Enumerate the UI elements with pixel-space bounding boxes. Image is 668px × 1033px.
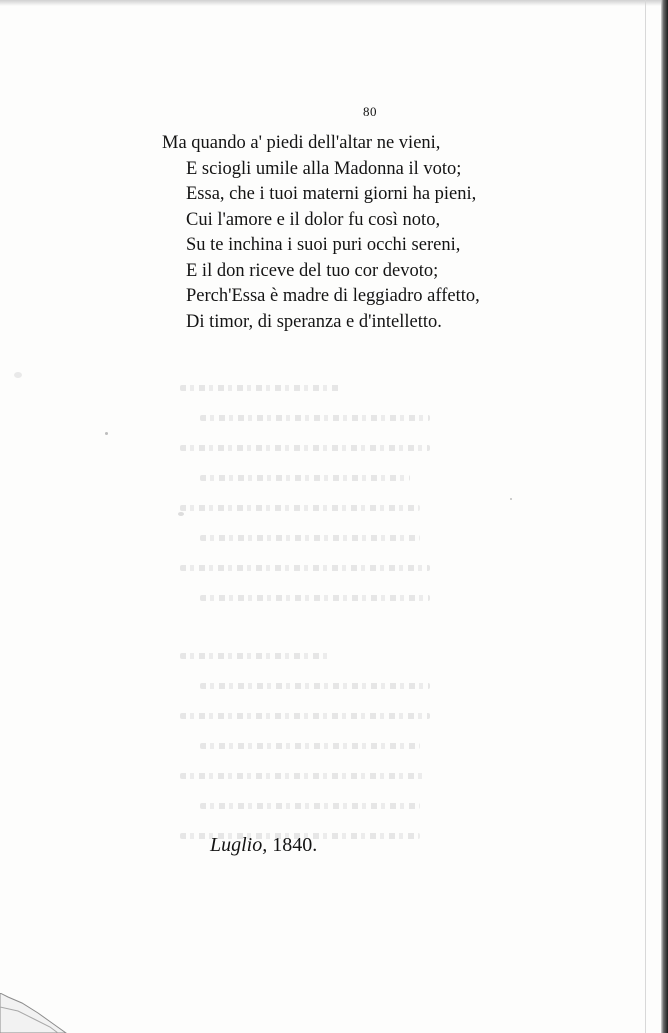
signature-year: 1840. [272,834,318,856]
poem-stanza [162,131,602,335]
binding-edge [661,0,668,1033]
top-page-edge [0,0,668,6]
paper-speck [105,432,108,435]
poem-line-8: Di timor, di speranza e d'intelletto. [186,311,442,332]
paper-speck [178,512,184,516]
poem-line-4: Cui l'amore e il dolor fu così noto, [186,209,441,230]
poem-line-2: E sciogli umile alla Madonna il voto; [186,158,462,179]
page-number: 80 [363,104,377,119]
torn-corner-graphic [0,993,70,1033]
binding-fold-line [645,0,646,1033]
bleed-through-text [180,385,600,865]
signature-month: Luglio, [210,834,268,856]
paper-speck [14,372,22,378]
poem-line-7: Perch'Essa è madre di leggiadro affetto, [186,286,480,306]
poem-line-5: Su te inchina i suoi puri occhi sereni, [186,235,461,255]
poem-line-3: Essa, che i tuoi materni giorni ha pieni, [186,184,477,204]
paper-speck [510,498,512,500]
date-signature [210,834,317,857]
poem-line-6: E il don riceve del tuo cor devoto; [186,260,439,281]
poem-line-1: Ma quando a' piedi dell'altar ne vieni, [162,133,441,153]
